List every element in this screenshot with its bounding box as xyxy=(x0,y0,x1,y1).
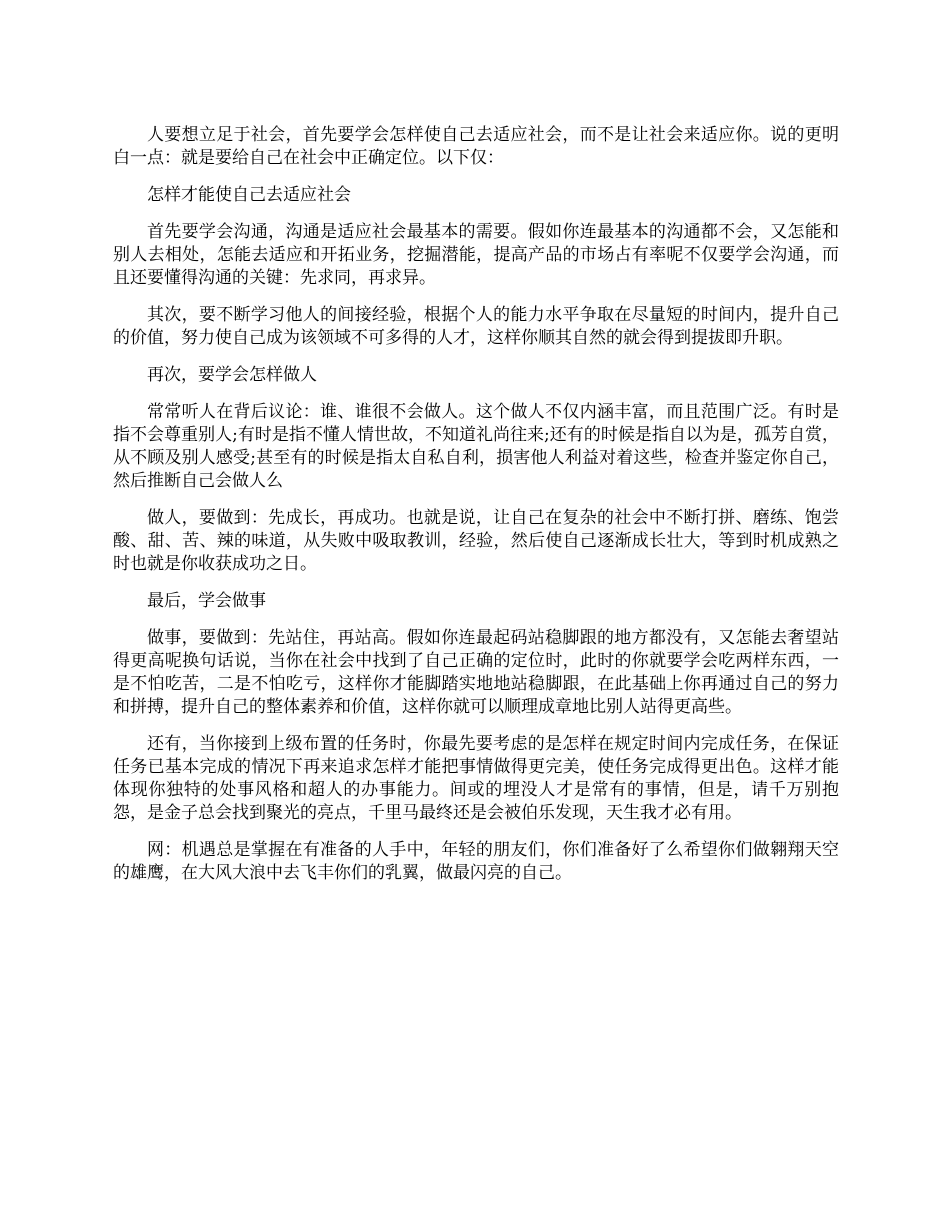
paragraph-learning: 其次，要不断学习他人的间接经验，根据个人的能力水平争取在尽量短的时间内，提升自己的价值，努力使自己成为该领域不可多得的人才，这样你顺其自然的就会得到提拔即升职。 xyxy=(113,305,839,348)
paragraph-heading-person: 再次，要学会怎样做人 xyxy=(147,365,317,385)
paragraph-work: 做事，要做到：先站住，再站高。假如你连最起码站稳脚跟的地方都没有，又怎能去奢望站得更高呢换句话说，当你在社会中找到了自己正确的定位时，此时的你就要学会吃两样东西，一是不怕吃苦，二是不怕吃亏，这样你才能脚踏实地地站稳脚跟，在此基础上你再通过自己的努力和拼搏，提升自己的整体素养和价值，这样你就可以顺理成章地比别人站得更高些。 xyxy=(113,628,839,717)
paragraph-task: 还有，当你接到上级布置的任务时，你最先要考虑的是怎样在规定时间内完成任务，在保证任务已基本完成的情况下再来追求怎样才能把事情做得更完美，使任务完成得更出色。这样才能体现你独特的处事风格和超人的办事能力。间或的埋没人才是常有的事情，但是，请千万别抱怨，是金子总会找到聚光的亮点，千里马最终还是会被伯乐发现，天生我才必有用。 xyxy=(113,734,839,823)
document-body xyxy=(113,124,839,899)
paragraph-behavior: 常常听人在背后议论：谁、谁很不会做人。这个做人不仅内涵丰富，而且范围广泛。有时是指不会尊重别人;有时是指不懂人情世故，不知道礼尚往来;还有的时候是指自以为是，孤芳自赏，从不顾及别人感受;甚至有的时候是指太自私自利，损害他人利益对着这些，检查并鉴定你自己，然后推断自己会做人么 xyxy=(113,402,839,491)
paragraph-heading-adapt: 怎样才能使自己去适应社会 xyxy=(147,185,351,205)
paragraph-communication: 首先要学会沟通，沟通是适应社会最基本的需要。假如你连最基本的沟通都不会，又怎能和别人去相处，怎能去适应和开拓业务，挖掘潜能，提高产品的市场占有率呢不仅要学会沟通，而且还要懂得沟通的关键：先求同，再求异。 xyxy=(113,222,839,288)
paragraph-growth: 做人，要做到：先成长，再成功。也就是说，让自己在复杂的社会中不断打拼、磨练、饱尝酸、甜、苦、辣的味道，从失败中吸取教训，经验，然后使自己逐渐成长壮大，等到时机成熟之时也就是你收获成功之日。 xyxy=(113,508,839,574)
paragraph-intro: 人要想立足于社会，首先要学会怎样使自己去适应社会，而不是让社会来适应你。说的更明白一点：就是要给自己在社会中正确定位。以下仅： xyxy=(113,125,839,168)
paragraph-heading-work: 最后，学会做事 xyxy=(147,591,266,611)
paragraph-conclusion: 网：机遇总是掌握在有准备的人手中，年轻的朋友们，你们准备好了么希望你们做翱翔天空的雄鹰，在大风大浪中去飞丰你们的乳翼，做最闪亮的自己。 xyxy=(113,840,839,883)
